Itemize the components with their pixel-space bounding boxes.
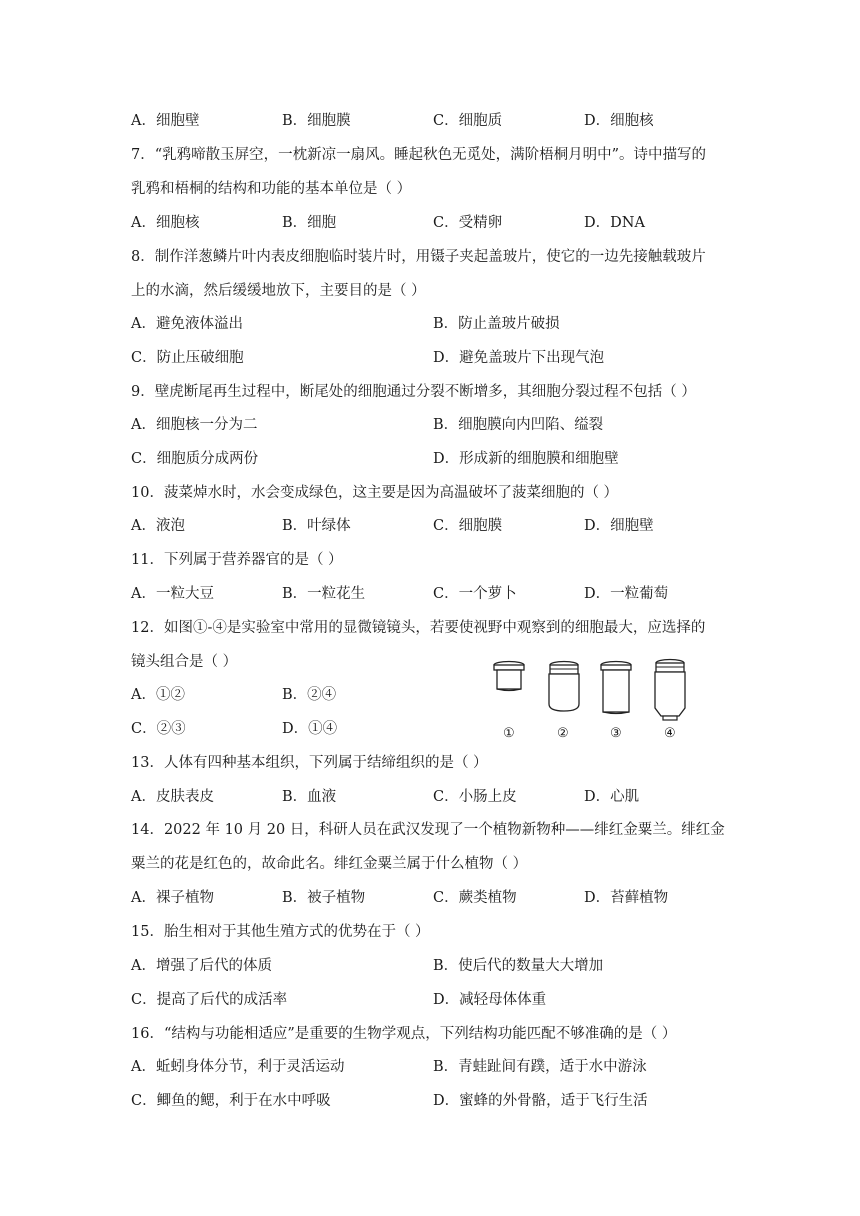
q8-option-b: B．防止盖玻片破损 <box>433 316 560 332</box>
q14-option-a: A．裸子植物 <box>131 890 214 906</box>
q9-option-c: C．细胞质分成两份 <box>131 451 259 467</box>
q15-option-a: A．增强了后代的体质 <box>131 958 272 974</box>
q10-option-a: A．液泡 <box>131 518 185 534</box>
q13-option-c: C．小肠上皮 <box>433 789 517 805</box>
q8-option-d: D．避免盖玻片下出现气泡 <box>433 350 605 366</box>
q16-option-b: B．青蛙趾间有蹼，适于水中游泳 <box>433 1059 647 1075</box>
q12-option-a: A．①② <box>131 687 185 703</box>
q6-option-d: D．细胞核 <box>584 113 654 129</box>
q14-stem-line2: 粟兰的花是红色的，故命此名。绯红金粟兰属于什么植物（ ） <box>131 856 528 872</box>
q14-option-c: C．蕨类植物 <box>433 890 517 906</box>
q7-stem-line2: 乳鸦和梧桐的结构和功能的基本单位是（ ） <box>131 181 412 197</box>
q12-stem-line1: 12．如图①-④是实验室中常用的显微镜镜头，若要使视野中观察到的细胞最大，应选择的 <box>131 620 706 636</box>
lens-2-icon <box>546 660 582 714</box>
q16-option-c: C．鲫鱼的鳃，利于在水中呼吸 <box>131 1093 331 1109</box>
q13-option-a: A．皮肤表皮 <box>131 789 214 805</box>
q10-option-b: B．叶绿体 <box>282 518 351 534</box>
lens-3-icon <box>598 660 634 716</box>
q12-option-b: B．②④ <box>282 687 337 703</box>
q12-option-c: C．②③ <box>131 721 186 737</box>
q15-stem-line1: 15．胎生相对于其他生殖方式的优势在于（ ） <box>131 924 430 940</box>
q14-option-b: B．被子植物 <box>282 890 366 906</box>
q8-option-c: C．防止压破细胞 <box>131 350 244 366</box>
q14-option-d: D．苔藓植物 <box>584 890 669 906</box>
q13-option-b: B．血液 <box>282 789 337 805</box>
q13-stem-line1: 13．人体有四种基本组织，下列属于结缔组织的是（ ） <box>131 755 488 771</box>
q16-option-a: A．蚯蚓身体分节，利于灵活运动 <box>131 1059 345 1075</box>
q12-option-d: D．①④ <box>282 721 338 737</box>
q8-stem-line1: 8．制作洋葱鳞片叶内表皮细胞临时装片时，用镊子夹起盖玻片，使它的一边先接触载玻片 <box>131 249 706 265</box>
q11-stem-line1: 11．下列属于营养器官的是（ ） <box>131 552 343 568</box>
lens-3-label: ③ <box>610 726 622 741</box>
q14-stem-line1: 14．2022 年 10 月 20 日，科研人员在武汉发现了一个植物新物种——绯红金粟兰。绯红金 <box>131 822 725 838</box>
q11-option-c: C．一个萝卜 <box>433 586 517 602</box>
q9-stem-line1: 9．壁虎断尾再生过程中，断尾处的细胞通过分裂不断增多，其细胞分裂过程不包括（ ） <box>131 384 696 400</box>
q16-stem-line1: 16．“结构与功能相适应”是重要的生物学观点，下列结构功能匹配不够准确的是（ ） <box>131 1026 677 1042</box>
lens-2-label: ② <box>557 726 569 741</box>
lens-1-icon <box>492 660 526 692</box>
lens-4-icon <box>652 658 688 722</box>
q9-option-b: B．细胞膜向内凹陷、缢裂 <box>433 417 604 433</box>
q8-stem-line2: 上的水滴，然后缓缓地放下，主要目的是（ ） <box>131 283 426 299</box>
q7-option-c: C．受精卵 <box>433 215 503 231</box>
q11-option-b: B．一粒花生 <box>282 586 366 602</box>
q11-option-d: D．一粒葡萄 <box>584 586 669 602</box>
q6-option-a: A．细胞壁 <box>131 113 200 129</box>
q9-option-a: A．细胞核一分为二 <box>131 417 258 433</box>
q6-option-c: C．细胞质 <box>433 113 503 129</box>
microscope-lens-figure <box>488 658 688 748</box>
q10-stem-line1: 10．菠菜焯水时，水会变成绿色，这主要是因为高温破坏了菠菜细胞的（ ） <box>131 485 619 501</box>
q12-stem-line2: 镜头组合是（ ） <box>131 654 238 670</box>
q8-option-a: A．避免液体溢出 <box>131 316 243 332</box>
q11-option-a: A．一粒大豆 <box>131 586 214 602</box>
q7-option-b: B．细胞 <box>282 215 337 231</box>
q10-option-d: D．细胞壁 <box>584 518 654 534</box>
q7-stem-line1: 7．“乳鸦啼散玉屏空，一枕新凉一扇风。睡起秋色无觅处，满阶梧桐月明中”。诗中描写的 <box>131 147 707 163</box>
q6-option-b: B．细胞膜 <box>282 113 351 129</box>
q7-option-d: D．DNA <box>584 215 645 231</box>
lens-4-label: ④ <box>664 726 676 741</box>
q9-option-d: D．形成新的细胞膜和细胞壁 <box>433 451 619 467</box>
q15-option-c: C．提高了后代的成活率 <box>131 992 288 1008</box>
q10-option-c: C．细胞膜 <box>433 518 503 534</box>
q15-option-b: B．使后代的数量大大增加 <box>433 958 604 974</box>
q15-option-d: D．减轻母体体重 <box>433 992 547 1008</box>
lens-1-label: ① <box>503 726 515 741</box>
q16-option-d: D．蜜蜂的外骨骼，适于飞行生活 <box>433 1093 648 1109</box>
q13-option-d: D．心肌 <box>584 789 640 805</box>
q7-option-a: A．细胞核 <box>131 215 200 231</box>
